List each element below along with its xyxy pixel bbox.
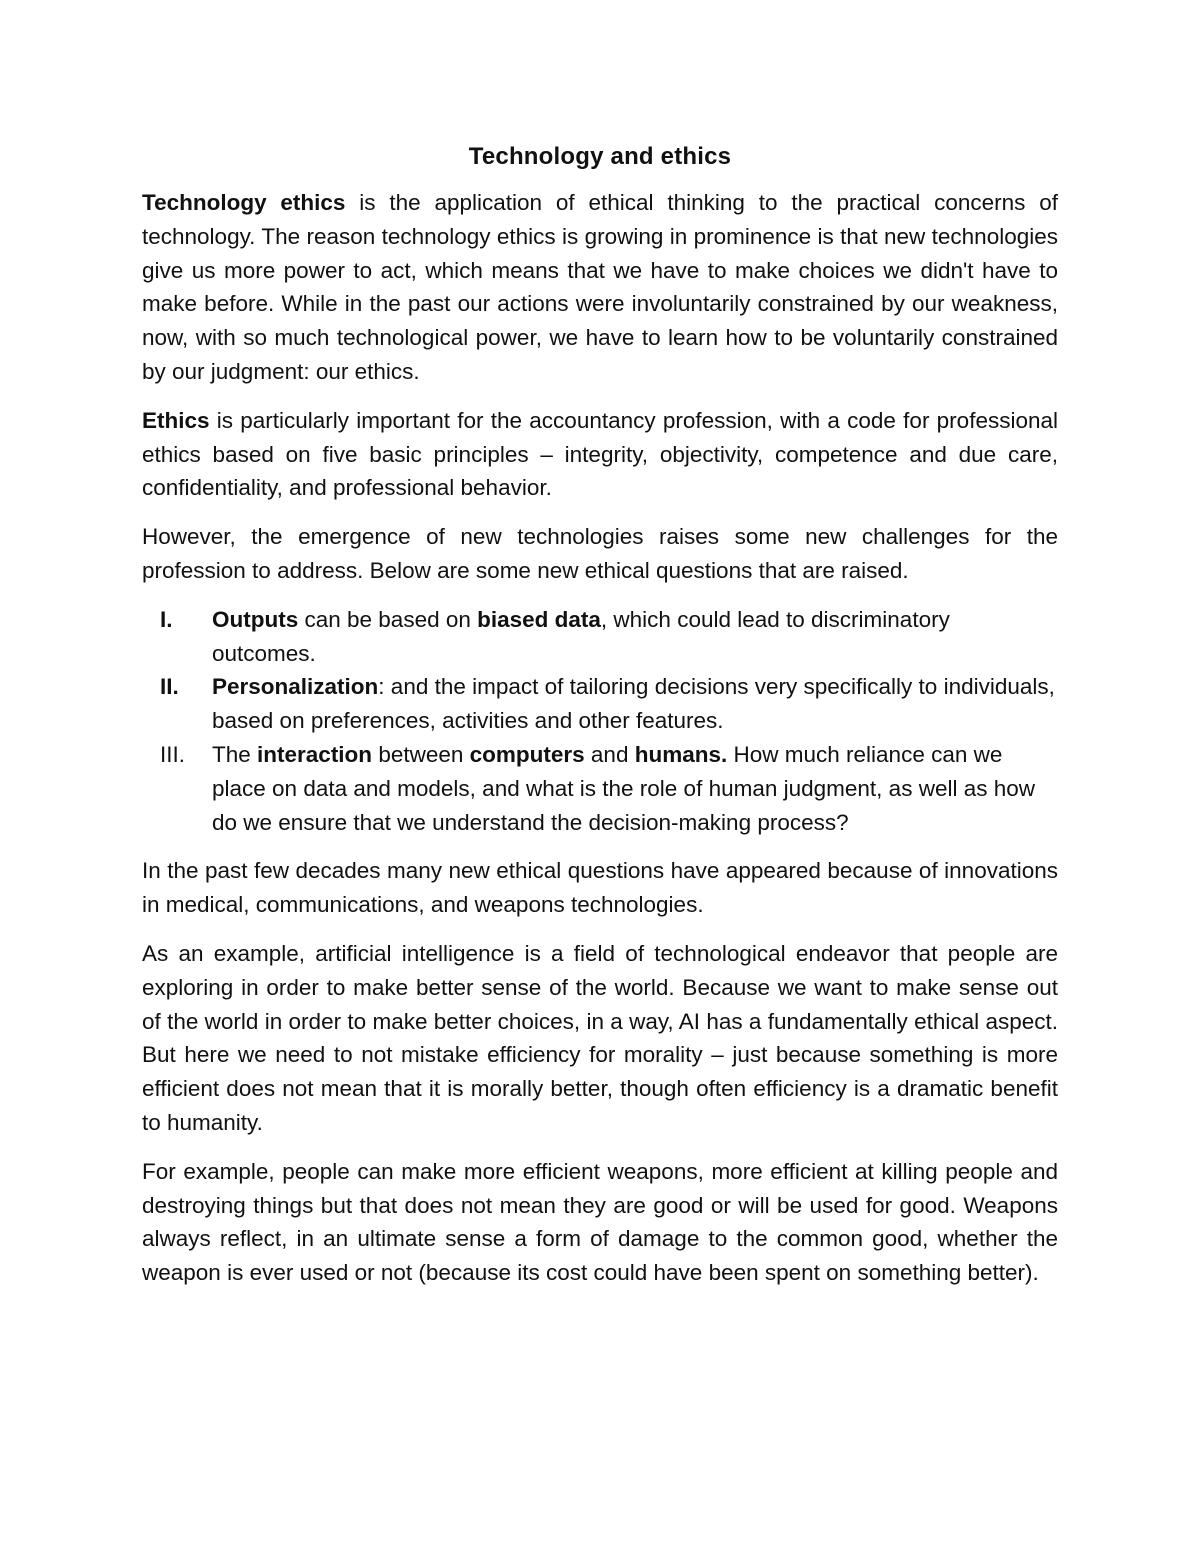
item-text: can be based on <box>298 606 478 632</box>
ethical-questions-list <box>142 603 1058 840</box>
paragraph-ai-example: As an example, artificial intelligence is a field of technological endeavor that people are exploring in order to make better sense of the world. Because we want to make sense out of the world in order to make better choices, in a way, AI has a fundamentally ethical aspect. But here we need to not mistake efficiency for morality – just because something is more efficient does not mean that it is morally better, though often efficiency is a dramatic benefit to humanity. <box>142 940 1058 1135</box>
term-ethics: Ethics <box>142 407 210 433</box>
paragraph-however: However, the emergence of new technologies raises some new challenges for the profession to address. Below are some new ethical questions that are raised. <box>142 524 1058 583</box>
paragraph-text: is particularly important for the accountancy profession, with a code for professional ethics based on five basic principles – integrity, objectivity, competence and due care, confidentiality, and professional behavior. <box>142 407 1058 501</box>
bold-text: Personalization <box>212 674 379 700</box>
item-text: , which could lead to discriminatory outcomes. <box>212 606 950 666</box>
list-item <box>142 670 1058 738</box>
bold-text: biased data <box>477 606 601 632</box>
paragraph-past-decades: In the past few decades many new ethical questions have appeared because of innovations in medical, communications, and weapons technologies. <box>142 858 1058 918</box>
item-text: between <box>372 741 470 767</box>
list-item <box>142 738 1058 839</box>
bold-text: Outputs <box>212 606 299 632</box>
bold-text: computers <box>469 741 585 767</box>
term-technology-ethics: Technology ethics <box>142 190 346 215</box>
item-text: The <box>212 741 258 767</box>
bold-text: humans. <box>634 741 728 767</box>
list-number: II. <box>160 674 179 700</box>
paragraph-weapons-example: For example, people can make more efficient weapons, more efficient at killing people and destroying things but that does not mean they are good or will be used for good. Weapons always reflect, in an ultimate sense a form of damage to the common good, whether the weapon is ever used or not (because its cost could have been spent on something better). <box>142 1158 1058 1286</box>
item-text: : and the impact of tailoring decisions very specifically to individuals, based on preferences, activities and other features. <box>212 674 1055 734</box>
paragraph-ethics <box>142 404 1058 505</box>
document-title: Technology and ethics <box>468 143 732 170</box>
list-item <box>142 603 1058 671</box>
list-number: III. <box>160 741 186 767</box>
bold-text: interaction <box>257 741 373 767</box>
item-text: and <box>584 741 635 767</box>
paragraph-technology-ethics <box>142 186 1058 389</box>
paragraph-text: is the application of ethical thinking to the practical concerns of technology. The reason technology ethics is growing in prominence is that new technologies give us more power to act, which means that we have to make choices we didn't have to make before. While in the past our actions were involuntarily constrained by our weakness, now, with so much technological power, we have to learn how to be voluntarily constrained by our judgment: our ethics. <box>142 190 1058 384</box>
list-number: I. <box>160 606 173 632</box>
document-page <box>142 140 1058 1305</box>
item-text: How much reliance can we place on data and models, and what is the role of human judgment, as well as how do we ensure that we understand the decision-making process? <box>212 741 1035 835</box>
